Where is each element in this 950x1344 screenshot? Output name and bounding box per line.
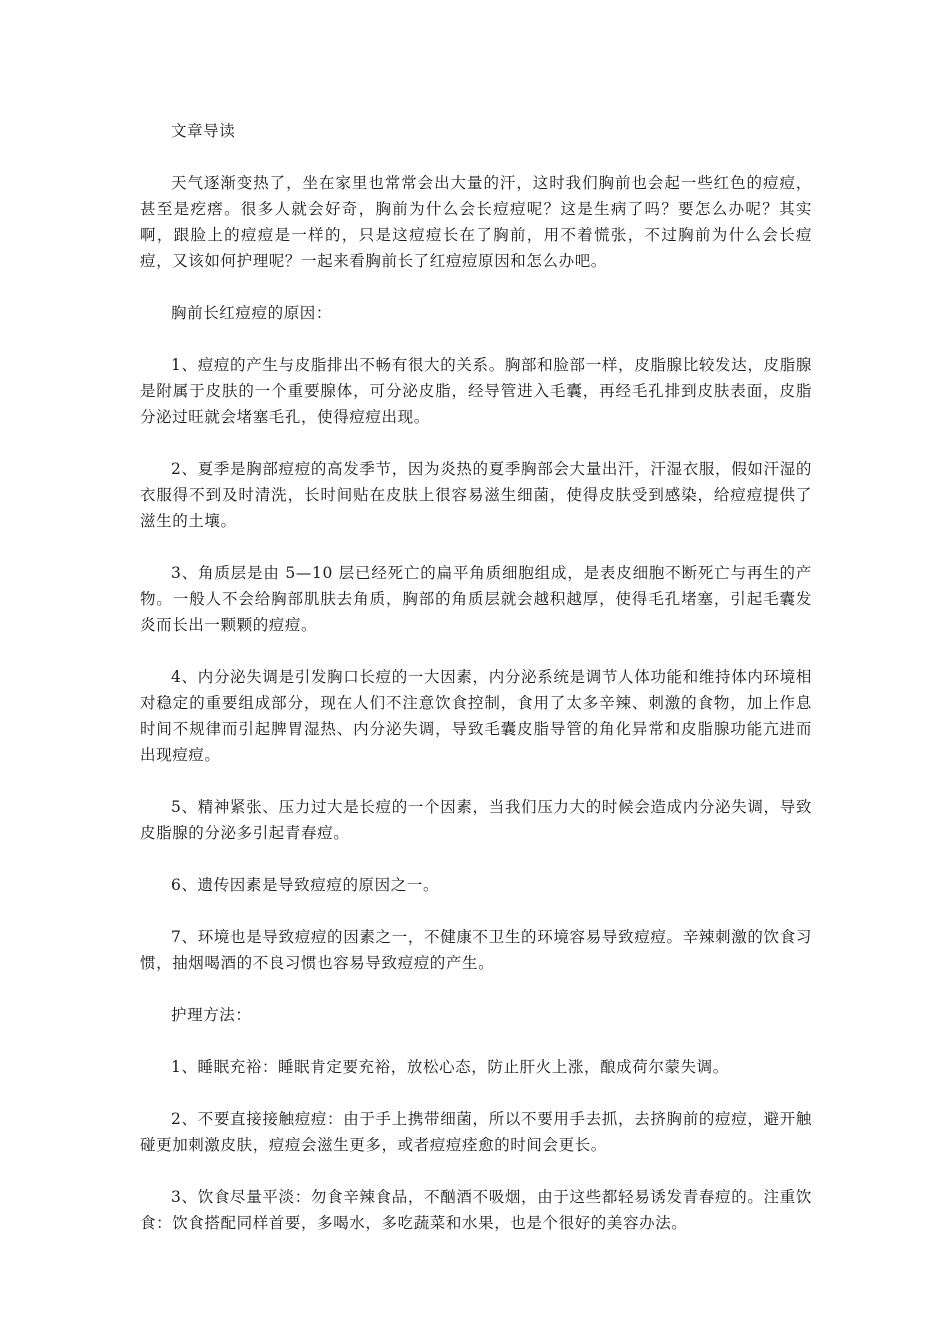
causes-heading: 胸前长红痘痘的原因： bbox=[171, 304, 333, 322]
cause-item: 5、精神紧张、压力过大是长痘的一个因素，当我们压力大的时候会造成内分泌失调，导致皮脂腺的分泌多引起青春痘。 bbox=[140, 798, 812, 842]
cause-item: 2、夏季是胸部痘痘的高发季节，因为炎热的夏季胸部会大量出汗，汗湿衣服，假如汗湿的衣服得不到及时清洗，长时间贴在皮肤上很容易滋生细菌，使得皮肤受到感染，给痘痘提供了滋生的土壤。 bbox=[140, 460, 812, 530]
cause-item: 1、痘痘的产生与皮脂排出不畅有很大的关系。胸部和脸部一样，皮脂腺比较发达，皮脂腺是附属于皮肤的一个重要腺体，可分泌皮脂，经导管进入毛囊，再经毛孔排到皮肤表面，皮脂分泌过旺就会堵塞毛孔，使得痘痘出现。 bbox=[140, 356, 812, 426]
article-heading: 文章导读 bbox=[171, 122, 236, 140]
care-item: 3、饮食尽量平淡：勿食辛辣食品，不酗酒不吸烟，由于这些都轻易诱发青春痘的。注重饮食：饮食搭配同样首要，多喝水，多吃蔬菜和水果，也是个很好的美容办法。 bbox=[140, 1188, 812, 1232]
intro-paragraph: 天气逐渐变热了，坐在家里也常常会出大量的汗，这时我们胸前也会起一些红色的痘痘，甚至是疙瘩。很多人就会好奇，胸前为什么会长痘痘呢？这是生病了吗？要怎么办呢？其实啊，跟脸上的痘痘是一样的，只是这痘痘长在了胸前，用不着慌张，不过胸前为什么会长痘痘，又该如何护理呢？一起来看胸前长了红痘痘原因和怎么办吧。 bbox=[140, 174, 812, 270]
article-body bbox=[140, 118, 812, 1262]
cause-item: 6、遗传因素是导致痘痘的原因之一。 bbox=[171, 876, 440, 894]
care-heading: 护理方法： bbox=[171, 1006, 252, 1024]
care-item: 1、睡眠充裕：睡眠肯定要充裕，放松心态，防止肝火上涨，酿成荷尔蒙失调。 bbox=[171, 1058, 729, 1076]
cause-item: 3、角质层是由 5—10 层已经死亡的扁平角质细胞组成，是表皮细胞不断死亡与再生的产物。一般人不会给胸部肌肤去角质，胸部的角质层就会越积越厚，使得毛孔堵塞，引起毛囊发炎而长出一颗颗的痘痘。 bbox=[140, 564, 812, 634]
cause-item: 4、内分泌失调是引发胸口长痘的一大因素，内分泌系统是调节人体功能和维持体内环境相对稳定的重要组成部分，现在人们不注意饮食控制，食用了太多辛辣、刺激的食物，加上作息时间不规律而引起脾胃湿热、内分泌失调，导致毛囊皮脂导管的角化异常和皮脂腺功能亢进而出现痘痘。 bbox=[140, 668, 812, 764]
cause-item: 7、环境也是导致痘痘的因素之一，不健康不卫生的环境容易导致痘痘。辛辣刺激的饮食习惯，抽烟喝酒的不良习惯也容易导致痘痘的产生。 bbox=[140, 928, 812, 972]
care-item: 2、不要直接接触痘痘：由于手上携带细菌，所以不要用手去抓，去挤胸前的痘痘，避开触碰更加刺激皮肤，痘痘会滋生更多，或者痘痘痊愈的时间会更长。 bbox=[140, 1110, 812, 1154]
